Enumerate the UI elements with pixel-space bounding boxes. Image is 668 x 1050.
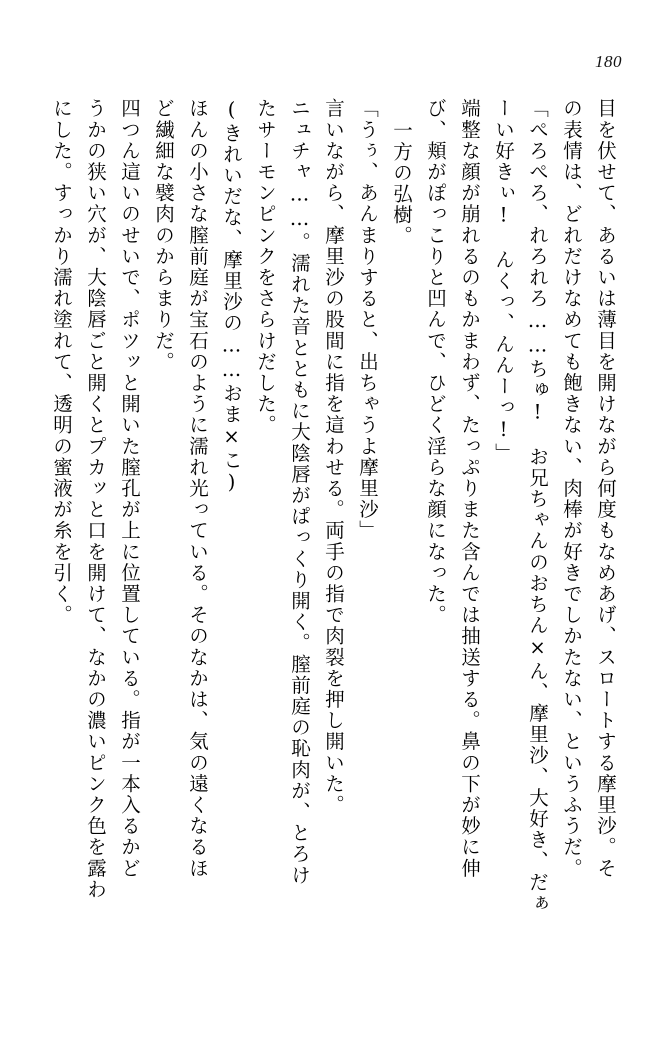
text-line: 目を伏せて、あるいは薄目を開けながら何度もなめあげ、スロートする摩里沙。そ	[594, 98, 617, 879]
vertical-text-body	[42, 98, 622, 1010]
text-line: ーい好きぃ! んくっ、んんーっ!」	[492, 98, 515, 464]
text-line: ニュチャ……。濡れた音とともに大陰唇がぱっくり開く。膣前庭の恥肉が、とろけ	[288, 98, 311, 886]
text-line: 「うぅ、あんまりすると、出ちゃうよ摩里沙」	[356, 98, 379, 542]
text-line: にした。すっかり濡れ塗れて、透明の蜜液が糸を引く。	[50, 98, 73, 626]
text-line: (きれいだな、摩里沙の……おま×こ)	[220, 98, 243, 496]
text-line: 言いながら、摩里沙の股間に指を這わせる。両手の指で肉裂を押し開いた。	[322, 98, 345, 816]
text-line: 四つん這いのせいで、ポツッと開いた膣孔が上に位置している。指が一本入るかど	[118, 98, 141, 879]
text-line: ど繊細な襞肉のからまりだ。	[152, 98, 175, 373]
text-line: たサーモンピンクをさらけだした。	[254, 98, 277, 436]
text-line: び、頬がぽっこりと凹んで、ひどく淫らな顔になった。	[424, 98, 447, 626]
text-line: の表情は、どれだけなめても飽きない、肉棒が好きでしかたない、というふうだ。	[560, 98, 583, 879]
page-number: 180	[595, 52, 622, 71]
text-line: うかの狭い穴が、大陰唇ごと開くとプカッと口を開けて、なかの濃いピンク色を露わ	[84, 98, 107, 900]
text-line: 端整な顔が崩れるのもかまわず、たっぷりまた含んでは抽送する。鼻の下が妙に伸	[458, 98, 481, 879]
text-line: 「ぺろぺろ、れろれろ……ちゅ! お兄ちゃんのおちん×ん、摩里沙、大好き、だぁ	[526, 98, 549, 914]
text-line: ほんの小さな膣前庭が宝石のように濡れ光っている。そのなかは、気の遠くなるほ	[186, 98, 209, 879]
text-line: 一方の弘樹。	[390, 120, 413, 247]
